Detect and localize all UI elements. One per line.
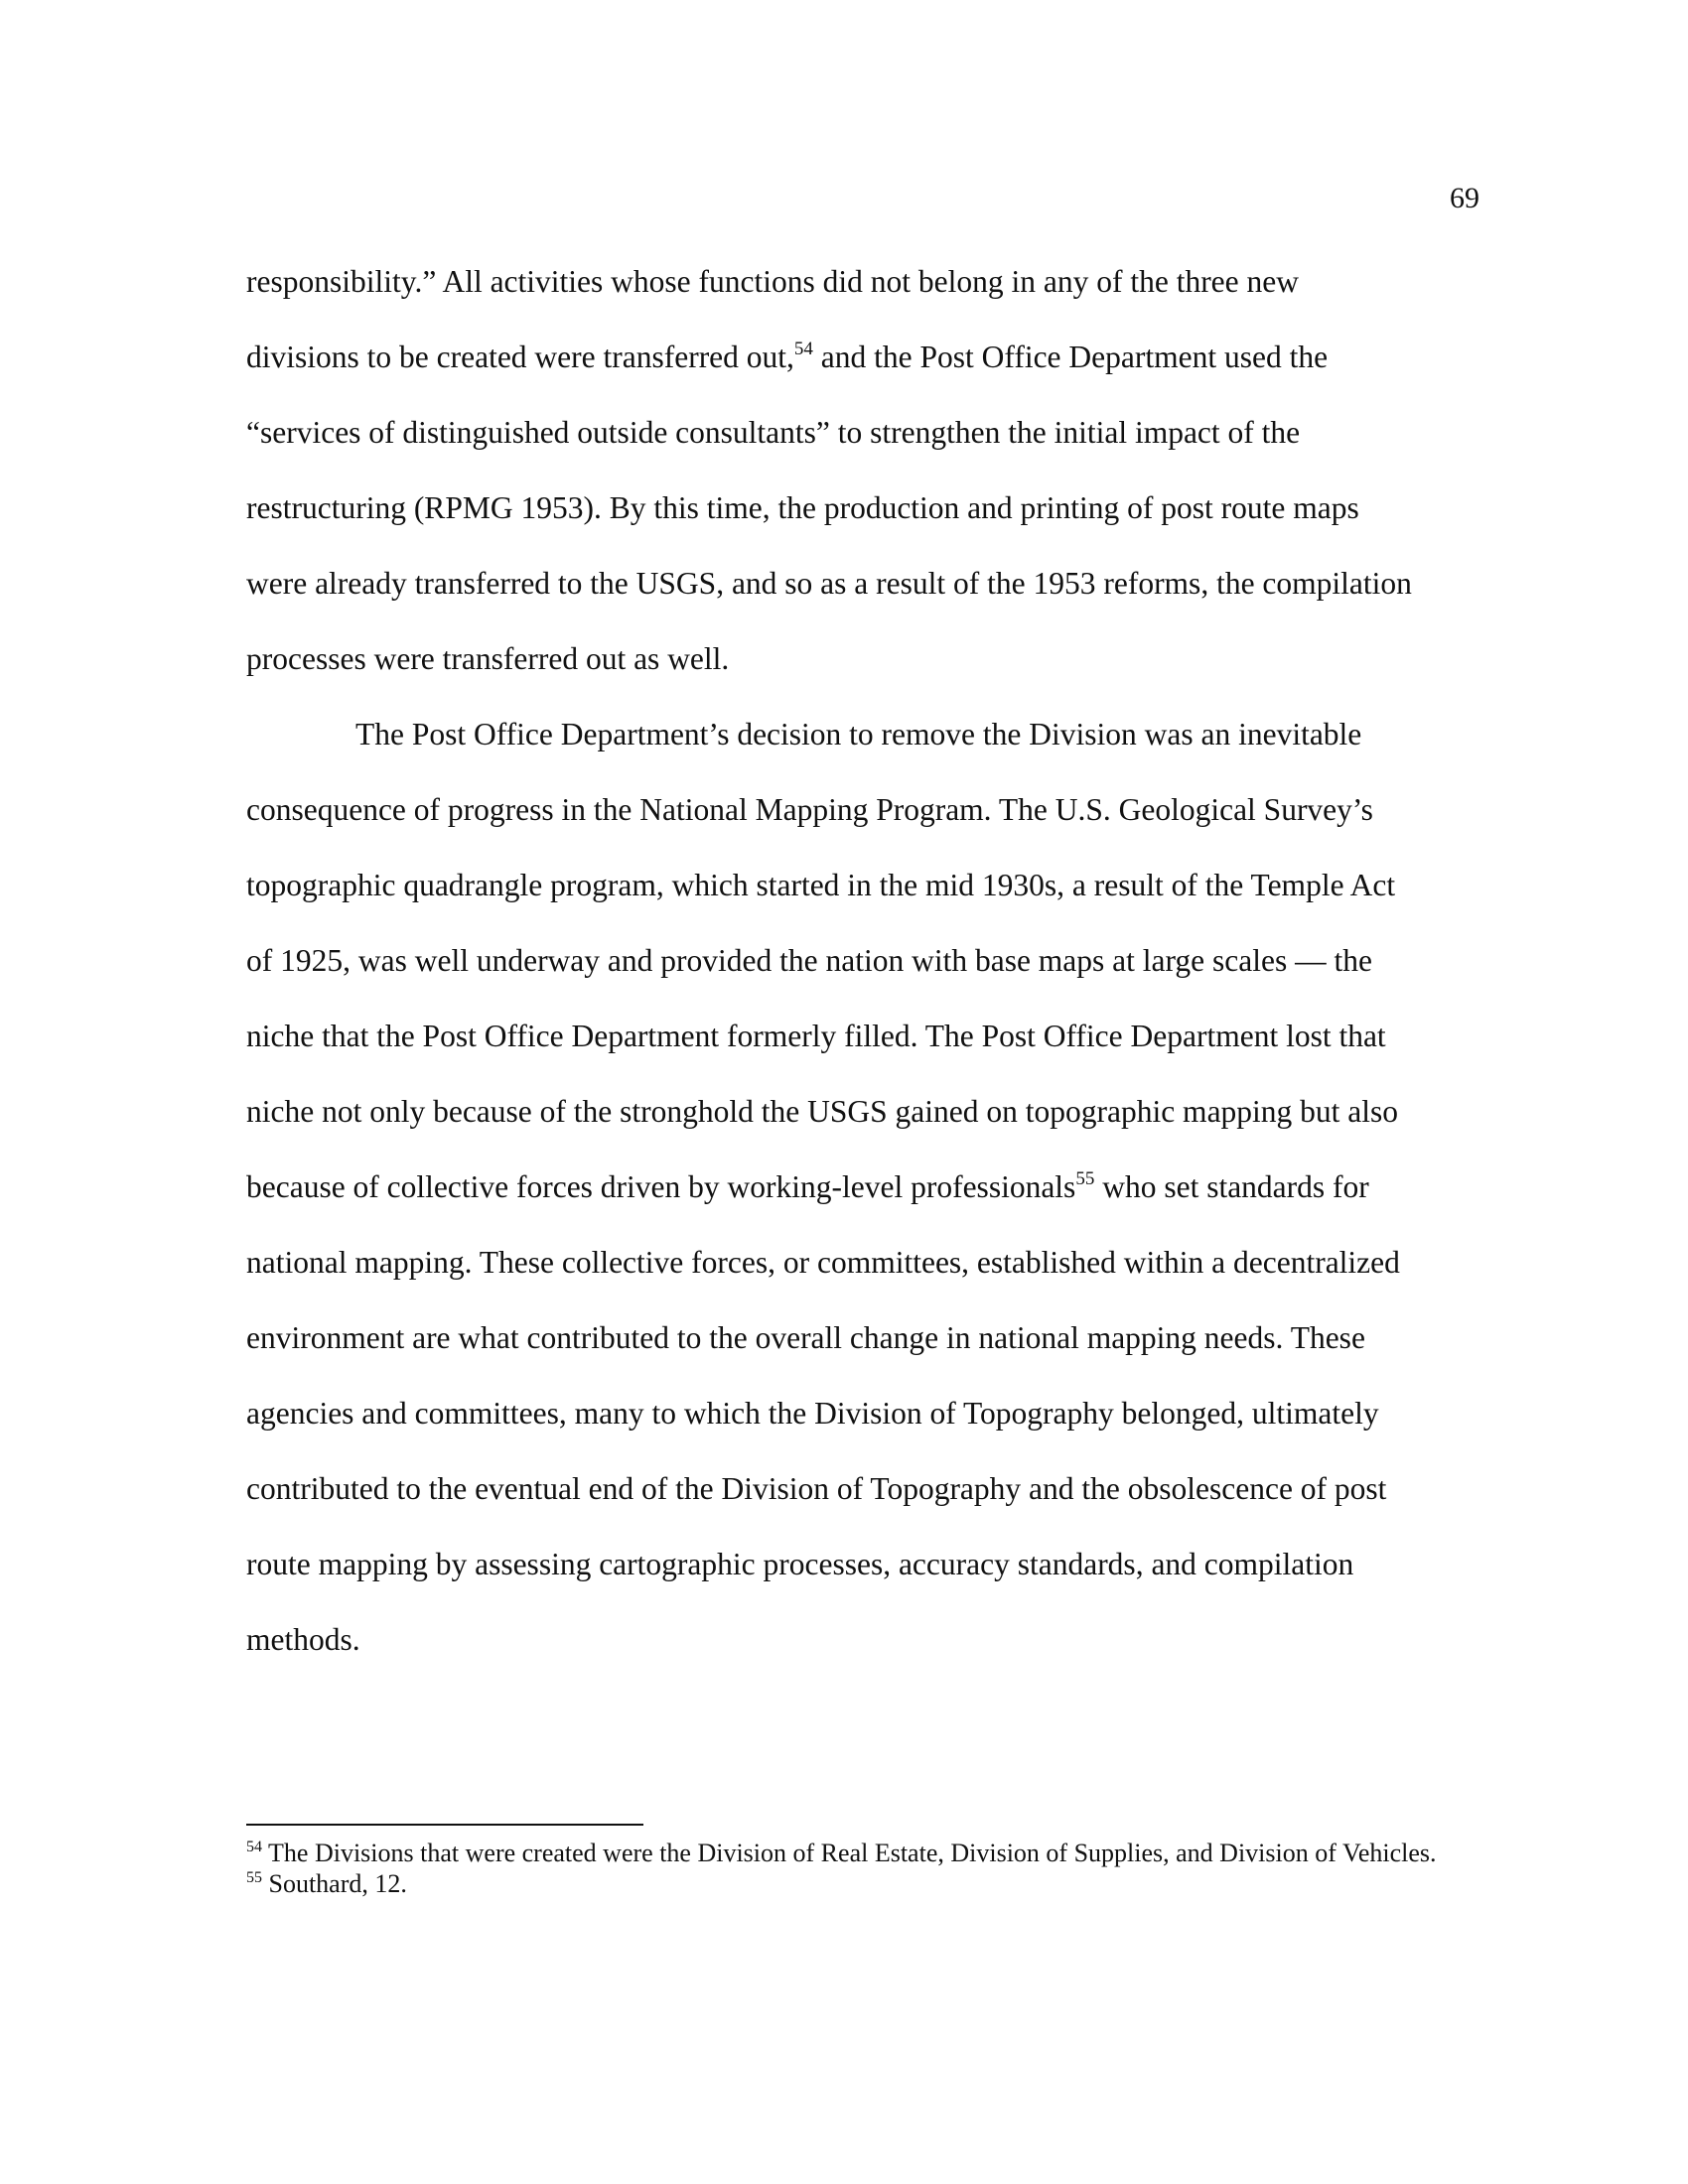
footnote-text: Southard, 12. bbox=[262, 1869, 407, 1898]
text-line: route mapping by assessing cartographic processes, accuracy standards, and compilation bbox=[246, 1547, 1354, 1581]
text-line: methods. bbox=[246, 1622, 360, 1657]
text-line: “services of distinguished outside consultants” to strengthen the initial impact of the bbox=[246, 415, 1301, 450]
footnote-number: 55 bbox=[246, 1869, 262, 1886]
text-line: responsibility.” All activities whose functions did not belong in any of the three new bbox=[246, 264, 1300, 299]
text-line: contributed to the eventual end of the Division of Topography and the obsolescence of post bbox=[246, 1471, 1387, 1506]
text-line: consequence of progress in the National Mapping Program. The U.S. Geological Survey’s bbox=[246, 792, 1373, 827]
text-line: restructuring (RPMG 1953). By this time, the production and printing of post route maps bbox=[246, 490, 1359, 525]
body-text bbox=[246, 244, 1477, 1678]
text-segment: and the Post Office Department used the bbox=[812, 340, 1329, 374]
text-line: processes were transferred out as well. bbox=[246, 641, 730, 676]
text-line: were already transferred to the USGS, and so as a result of the 1953 reforms, the compilation bbox=[246, 566, 1412, 601]
footnote-55 bbox=[246, 1868, 1477, 1899]
text-line bbox=[246, 1150, 1477, 1225]
paragraph-2 bbox=[246, 697, 1477, 1678]
page-number: 69 bbox=[1450, 182, 1479, 214]
text-line: environment are what contributed to the overall change in national mapping needs. These bbox=[246, 1320, 1365, 1355]
footnote-ref-54: 54 bbox=[793, 339, 813, 359]
footnote-number: 54 bbox=[246, 1839, 262, 1855]
footnote-divider bbox=[246, 1824, 643, 1826]
text-segment: who set standards for bbox=[1094, 1169, 1369, 1204]
text-segment: because of collective forces driven by working-level professionals bbox=[246, 1169, 1076, 1204]
footnotes bbox=[246, 1838, 1477, 1899]
text-line: The Post Office Department’s decision to remove the Division was an inevitable bbox=[355, 717, 1362, 751]
paragraph-1 bbox=[246, 244, 1477, 697]
text-segment: divisions to be created were transferred out, bbox=[246, 340, 794, 374]
text-line: national mapping. These collective forces, or committees, established within a decentralized bbox=[246, 1245, 1400, 1280]
footnote-text: The Divisions that were created were the Division of Real Estate, Division of Supplies, and Division of Vehicles. bbox=[262, 1839, 1437, 1867]
footnote-ref-55: 55 bbox=[1075, 1168, 1095, 1189]
text-line: of 1925, was well underway and provided the nation with base maps at large scales — the bbox=[246, 943, 1372, 978]
text-line bbox=[246, 320, 1477, 395]
text-line: niche not only because of the stronghold the USGS gained on topographic mapping but also bbox=[246, 1094, 1399, 1129]
footnote-54 bbox=[246, 1838, 1477, 1868]
text-line: agencies and committees, many to which the Division of Topography belonged, ultimately bbox=[246, 1396, 1379, 1431]
text-line: topographic quadrangle program, which started in the mid 1930s, a result of the Temple Act bbox=[246, 868, 1396, 902]
text-line: niche that the Post Office Department formerly filled. The Post Office Department lost that bbox=[246, 1019, 1386, 1053]
